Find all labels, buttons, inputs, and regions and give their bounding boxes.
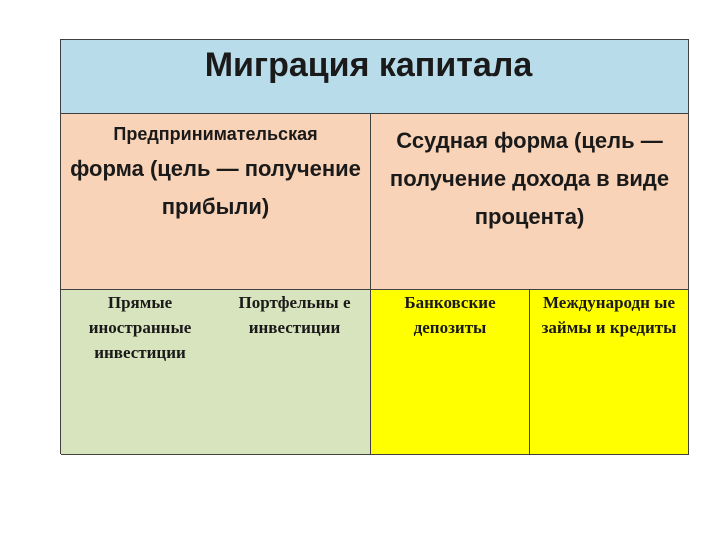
bank-deposits-cell: Банковские депозиты — [371, 290, 530, 455]
loan-form-cell: Ссудная форма (цель — получение дохода в виде процента) — [371, 114, 689, 290]
capital-migration-table — [60, 39, 689, 454]
entrepreneurial-form-line2: форма (цель — получение прибыли) — [70, 156, 361, 219]
direct-investment-cell: Прямые иностранные инвестиции — [61, 290, 219, 455]
international-loans-cell: Международн ые займы и кредиты — [530, 290, 689, 455]
entrepreneurial-form-cell — [61, 114, 371, 290]
portfolio-investment-cell: Портфельны е инвестиции — [219, 290, 371, 455]
entrepreneurial-form-line1: Предпринимательская — [113, 124, 318, 144]
table-title: Миграция капитала — [61, 40, 689, 114]
